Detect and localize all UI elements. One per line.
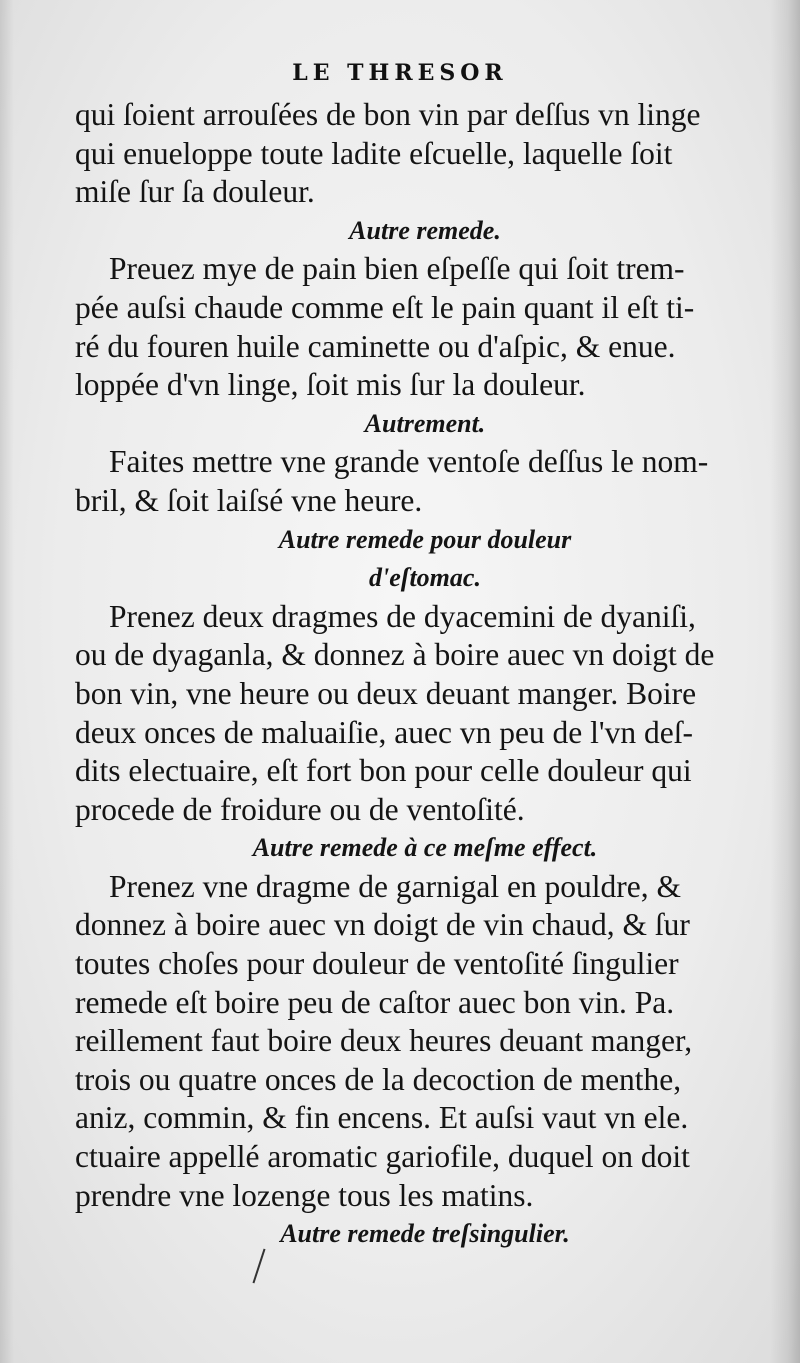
section-heading: d'eſtomac.: [369, 563, 481, 593]
text-line: deux onces de maluaiſie, auec vn peu de l'vn deſ-: [75, 714, 693, 750]
text-line: pée auſsi chaude comme eſt le pain quant il eſt ti-: [75, 289, 695, 325]
text-line: bril, & ſoit laiſsé vne heure.: [75, 482, 423, 518]
text-line: qui ſoient arrouſées de bon vin par deſſus vn linge: [75, 97, 701, 132]
text-line: toutes choſes pour douleur de ventoſité ſingulier: [75, 946, 679, 982]
running-head: LE THRESOR: [292, 60, 508, 86]
text-line: ctuaire appellé aromatic gariofile, duquel on doit: [75, 1139, 690, 1175]
text-line: Prenez deux dragmes de dyacemini de dyaniſi,: [109, 598, 696, 634]
text-line: prendre vne lozenge tous les matins.: [75, 1177, 534, 1213]
section-heading: Autre remede treſsingulier.: [280, 1219, 570, 1249]
text-line: miſe ſur ſa douleur.: [75, 174, 315, 210]
section-heading: Autre remede pour douleur: [278, 524, 572, 554]
text-line: aniz, commin, & fin encens. Et auſsi vaut vn ele.: [75, 1100, 689, 1136]
text-line: loppée d'vn linge, ſoit mis ſur la douleur.: [75, 367, 586, 403]
text-line: dits electuaire, eſt fort bon pour celle douleur qui: [75, 753, 692, 789]
text-line: trois ou quatre onces de la decoction de menthe,: [75, 1061, 682, 1097]
page-gutter-shadow: [0, 0, 14, 1363]
text-line: remede eſt boire peu de caſtor auec bon vin. Pa.: [75, 984, 675, 1020]
text-line: reillement faut boire deux heures deuant manger,: [75, 1023, 693, 1059]
section-heading: Autre remede.: [349, 215, 501, 245]
text-line: ré du fouren huile caminette ou d'aſpic, & enue.: [75, 328, 676, 364]
text-line: Faites mettre vne grande ventoſe deſſus le nom-: [109, 444, 709, 480]
section-heading: Autre remede à ce meſme effect.: [252, 833, 598, 863]
text-line: Prenez vne dragme de garnigal en pouldre, &: [109, 868, 682, 904]
text-line: qui enueloppe toute ladite eſcuelle, laquelle ſoit: [75, 135, 673, 171]
page-body: [75, 96, 775, 1254]
text-line: procede de froidure ou de ventoſité.: [75, 791, 525, 827]
text-line: ou de dyaganla, & donnez à boire auec vn doigt de: [75, 637, 715, 673]
section-heading: Autrement.: [364, 408, 486, 438]
text-line: Preuez mye de pain bien eſpeſſe qui ſoit trem-: [109, 251, 685, 287]
text-line: donnez à boire auec vn doigt de vin chaud, & ſur: [75, 907, 690, 943]
text-line: bon vin, vne heure ou deux deuant manger. Boire: [75, 675, 697, 711]
